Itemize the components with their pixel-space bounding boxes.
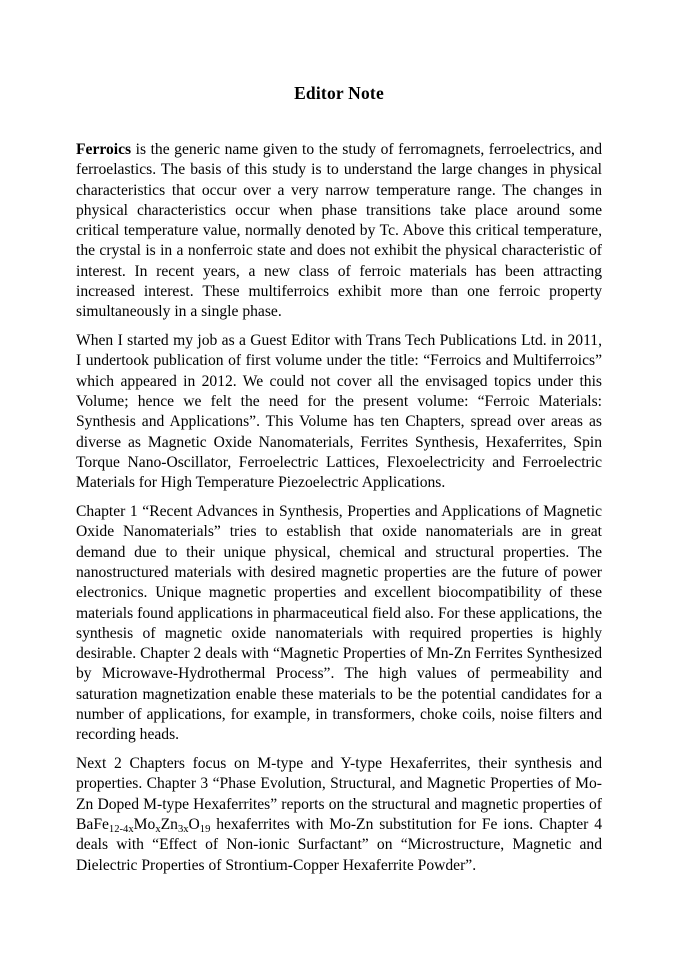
formula-segment <box>76 816 134 833</box>
formula-subscript: x <box>155 823 161 835</box>
paragraph-1-lead-term: Ferroics <box>76 141 132 158</box>
paragraph-3: Chapter 1 “Recent Advances in Synthesis, Properties and Applications of Magnetic Oxide Nanomaterials” tries to establish that oxide nanomaterials are in great demand due to their unique physical, chemical and structural properties. The nanostructured materials with desired magnetic properties are the future of power electronics. Unique magnetic properties and excellent biocompatibility of these materials found applications in pharmaceutical field also. For these applications, the synthesis of magnetic oxide nanomaterials with required properties is highly desirable. Chapter 2 deals with “Magnetic Properties of Mn-Zn Ferrites Synthesized by Microwave-Hydrothermal Process”. The high values of permeability and saturation magnetization enable these materials to be the potential candidates for a number of applications, for example, in transformers, choke coils, noise filters and recording heads. <box>76 503 602 744</box>
formula-segment <box>189 816 211 833</box>
paragraph-1-body: is the generic name given to the study of ferromagnets, ferroelectrics, and ferroelastics. The basis of this study is to understand the large changes in physical characteristics that occur over a very narrow temperature range. The changes in physical characteristics occur when phase transitions take place around some critical temperature value, normally denoted by Tc. Above this critical temperature, the crystal is in a nonferroic state and does not exhibit the physical characteristic of interest. In recent years, a new class of ferroic materials has been attracting increased interest. These multiferroics exhibit more than one ferroic property simultaneously in a single phase. <box>76 141 602 321</box>
formula-base: BaFe <box>76 816 109 833</box>
paragraph-1 <box>76 140 602 323</box>
formula-segment <box>134 816 161 833</box>
paragraph-4-text-after-formula: hexaferrites with Mo-Zn substitution for Fe ions. Chapter 4 deals with “Effect of Non-ionic Surfactant” on “Microstructure, Magnetic and Dielectric Properties of Strontium-Copper Hexaferrite Powder”. <box>76 816 602 874</box>
formula-base: O <box>188 816 200 833</box>
formula-base: Mo <box>133 816 156 833</box>
paragraph-2: When I started my job as a Guest Editor with Trans Tech Publications Ltd. in 2011, I undertook publication of first volume under the title: “Ferroics and Multiferroics” which appeared in 2012. We could not cover all the envisaged topics under this Volume; hence we felt the need for the present volume: “Ferroic Materials: Synthesis and Applications”. This Volume has ten Chapters, spread over areas as diverse as Magnetic Oxide Nanomaterials, Ferrites Synthesis, Hexaferrites, Spin Torque Nano-Oscillator, Ferroelectric Lattices, Flexoelectricity and Ferroelectric Materials for High Temperature Piezoelectric Applications. <box>76 332 602 492</box>
paragraph-4 <box>76 754 602 876</box>
formula-base: Zn <box>160 816 178 833</box>
formula-segment <box>161 816 189 833</box>
formula-subscript: 3x <box>177 823 189 835</box>
formula-subscript: 19 <box>199 823 211 835</box>
chemical-formula <box>76 816 210 833</box>
document-content <box>76 0 602 876</box>
paragraph-4-text-before-formula: Next 2 Chapters focus on M-type and Y-type Hexaferrites, their synthesis and properties. Chapter 3 “Phase Evolution, Structural, and Magnetic Properties of Mo-Zn Doped M-type Hexaferrites” reports on the structural and magnetic properties of <box>76 755 602 813</box>
page-title: Editor Note <box>294 83 384 103</box>
formula-subscript: 12-4x <box>108 823 134 835</box>
